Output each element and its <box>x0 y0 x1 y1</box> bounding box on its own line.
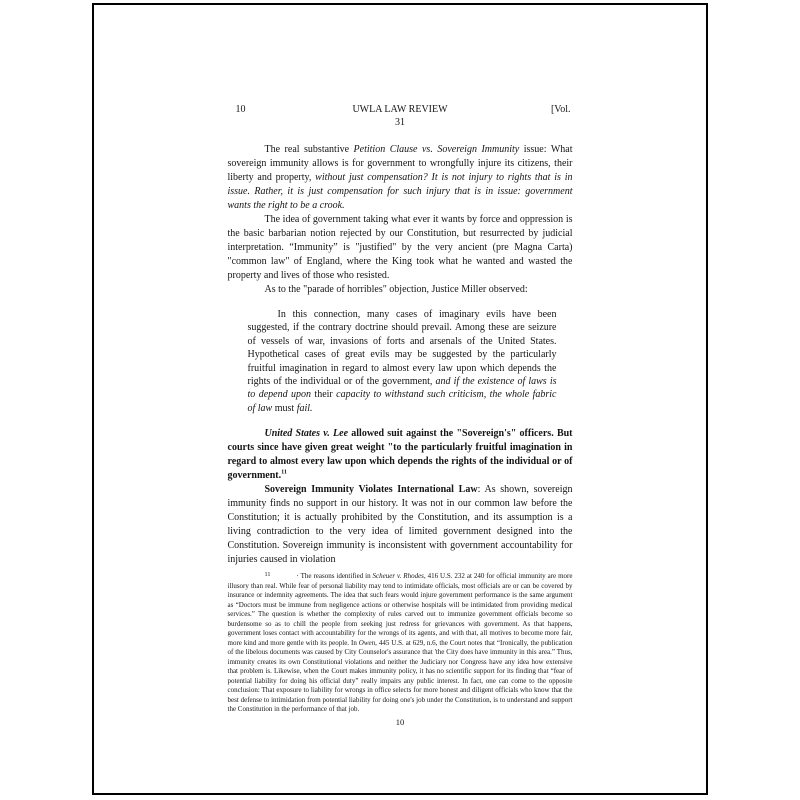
running-head <box>228 103 573 129</box>
text-column <box>228 103 573 728</box>
footnote-11 <box>228 572 573 715</box>
body-paragraph-4-bold: United States v. Lee allowed suit against the "Sovereign's" officers. But courts since have given great weight "to the particularly fruitful imagination in regard to almost every law upon which depends the rights of the individual or of government.$^{11}$ <box>227 428 573 482</box>
body-paragraph-1: The real substantive Petition Clause vs. Sovereign Immunity issue: What sovereign immunity allows is for government to wrongfully injure its citizens, their liberty and property, without just compensation? It is not injury to rights that is in issue. Rather, it is just compensation for such injury that is in issue: government wants the right to be a crook. <box>227 144 573 211</box>
running-head-line1 <box>228 103 573 116</box>
document-page <box>92 3 708 795</box>
journal-title: UWLA LAW REVIEW <box>352 104 448 115</box>
body-paragraph-2: The idea of government taking what ever it wants by force and oppression is the basic barbarian notion rejected by our Constitution, but resurrected by judicial interpretation. “Immunity” is "justified" by the very ancient (pre Magna Carta) "common law" of England, where the King took what he wanted and wasted the property and lives of those who resisted. <box>227 214 573 281</box>
volume-number: 31 <box>395 117 405 128</box>
footnote-text: · The reasons identified in Scheuer v. Rhodes, 416 U.S. 232 at 240 for official immunity are more illusory than real. While fear of personal liability may tend to intimidate officials, most officials are or can be covered by insurance or indemnity agreements. The idea that such fears would injure government performance is the same argument as “Doctors must be immune from negligence actions or otherwise hospitals will be intimidated from providing medical services.” The question is whether the complexity of rules carved out to immunize government officials become so burdensome so as to chill the people from seeking just redress for grievances with government. As that happens, government loses contact with accountability for the wrongs of its agents, and with that, all motives to become more fair, more kind and more gentle with its people. In Owen, 445 U.S. at 629, n.6, the Court notes that “Ironically, the publication of the libelous documents was caused by City Counselor's assurance that 'the City does have immunity in this area.” Thus, immunity creates its own Constitutional violations and neither the Judiciary nor Congress have any idea how extensive that problem is. Likewise, when the Court makes immunity policy, it has no scientific support for its finding that “fear of potential liability for doing his official duty” really impairs any public interest. In fact, one can come to the opposite conclusion: That exposure to liability for wrongs in office selects for more honest and diligent officials who know that the best defense to intimidation from potential liability for doing one's job under the Constitution, is to understand and support the Constitution in the performance of that job. <box>227 572 573 714</box>
body-paragraph-5: Sovereign Immunity Violates International Law: As shown, sovereign immunity finds no support in our history. It was not in our common law before the Constitution; it is actually prohibited by the Constitution, and its assumption is a living contradiction to the very idea of limited government designed into the Constitution. Sovereign immunity is inconsistent with government accountability for injuries caused in violation <box>227 484 573 566</box>
volume-prefix: [Vol. <box>550 104 571 115</box>
footer-page-number: 10 <box>395 716 405 727</box>
header-page-number: 10 <box>235 104 246 115</box>
footnote-number: 11 <box>264 571 271 579</box>
body-paragraph-3: As to the "parade of horribles" objection, Justice Miller observed: <box>264 284 528 295</box>
block-quote: In this connection, many cases of imaginary evils have been suggested, if the contrary doctrine should prevail. Among these are seizure of vessels of war, invasions of forts and arsenals of the United States. Hypothetical cases of great evils may be suggested by the particularly fruitful imagination in regard to almost every law upon which depends the rights of the individual or of the government, and if the existence of laws is to depend upon their capacity to withstand such criticism, the whole fabric of law must fail. <box>247 309 557 414</box>
